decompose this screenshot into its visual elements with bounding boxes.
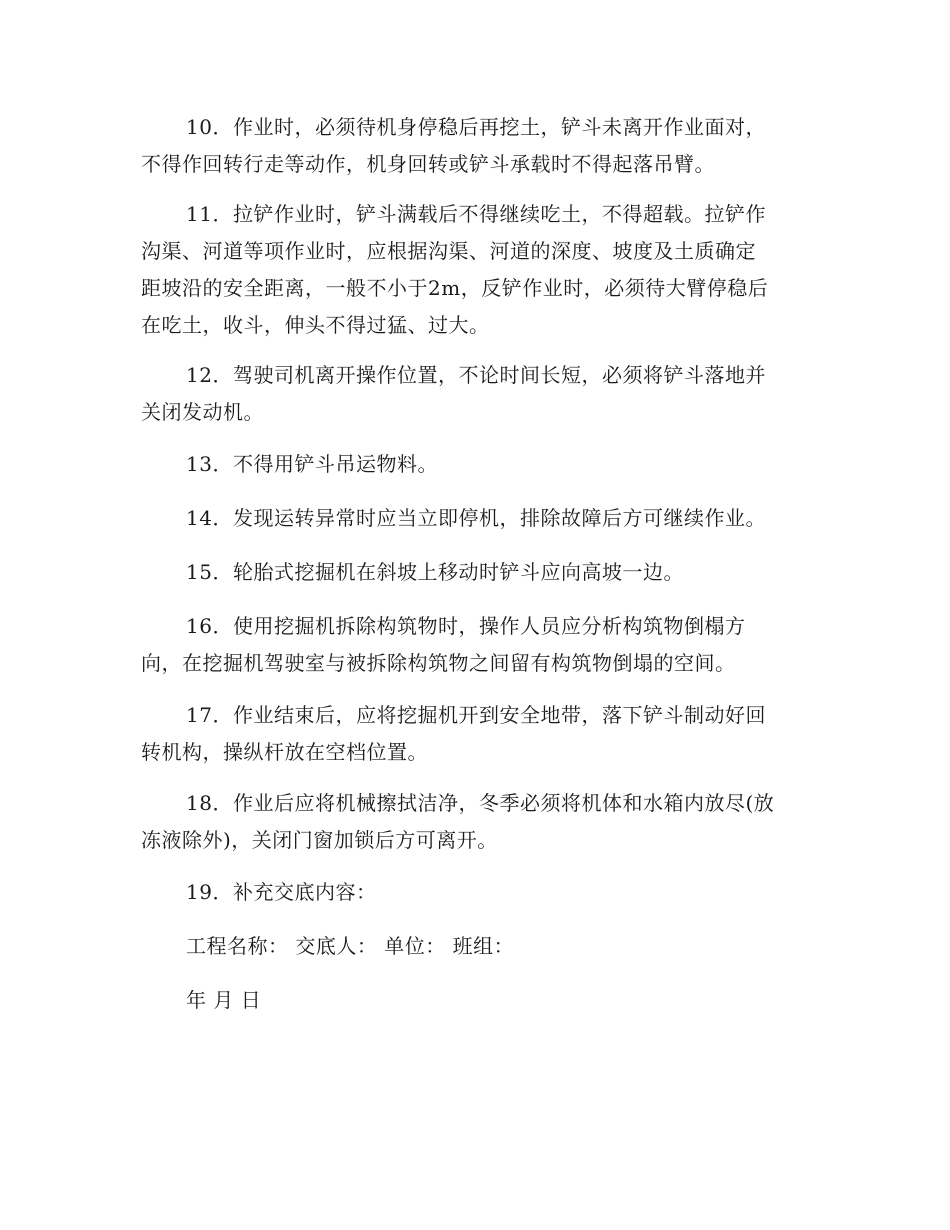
text-line: 冻液除外)，关闭门窗加锁后方可离开。	[141, 828, 498, 852]
paragraph-19	[141, 874, 821, 911]
text-line: 12．驾驶司机离开操作位置，不论时间长短，必须将铲斗落地并	[186, 363, 766, 387]
paragraph-12	[141, 357, 821, 431]
paragraph-14	[141, 500, 821, 537]
paragraph-11	[141, 196, 821, 344]
text-line: 沟渠、河道等项作业时，应根据沟渠、河道的深度、坡度及土质确定	[141, 239, 756, 263]
text-line: 11．拉铲作业时，铲斗满载后不得继续吃土，不得超载。拉铲作	[186, 202, 766, 226]
text-line: 关闭发动机。	[141, 400, 264, 424]
text-line: 不得作回转行走等动作，机身回转或铲斗承载时不得起落吊臂。	[141, 152, 715, 176]
text-line: 工程名称： 交底人： 单位： 班组：	[186, 934, 515, 958]
text-line: 16．使用挖掘机拆除构筑物时，操作人员应分析构筑物倒榻方	[186, 614, 746, 638]
text-line: 10．作业时，必须待机身停稳后再挖土，铲斗未离开作业面对，	[186, 115, 766, 139]
text-line: 年 月 日	[186, 988, 262, 1012]
text-line: 转机构，操纵杆放在空档位置。	[141, 740, 428, 764]
paragraph-16	[141, 608, 821, 682]
paragraph-13	[141, 446, 821, 483]
text-line: 距坡沿的安全距离，一般不小于2m，反铲作业时，必须待大臂停稳后	[141, 276, 769, 300]
paragraph-18	[141, 785, 821, 859]
text-line: 在吃土，收斗，伸头不得过猛、过大。	[141, 313, 490, 337]
text-line: 18．作业后应将机械擦拭洁净，冬季必须将机体和水箱内放尽(放	[186, 791, 775, 815]
paragraph-17	[141, 697, 821, 771]
text-line: 14．发现运转异常时应当立即停机，排除故障后方可继续作业。	[186, 506, 766, 530]
text-line: 13．不得用铲斗吊运物料。	[186, 452, 438, 476]
date-line	[141, 982, 821, 1019]
text-line: 向，在挖掘机驾驶室与被拆除构筑物之间留有构筑物倒塌的空间。	[141, 651, 736, 675]
text-line: 19．补充交底内容：	[186, 880, 377, 904]
paragraph-15	[141, 554, 821, 591]
text-line: 17．作业结束后，应将挖掘机开到安全地带，落下铲斗制动好回	[186, 703, 766, 727]
paragraph-10	[141, 109, 821, 183]
signature-fields	[141, 928, 821, 965]
text-line: 15．轮胎式挖掘机在斜坡上移动时铲斗应向高坡一边。	[186, 560, 684, 584]
